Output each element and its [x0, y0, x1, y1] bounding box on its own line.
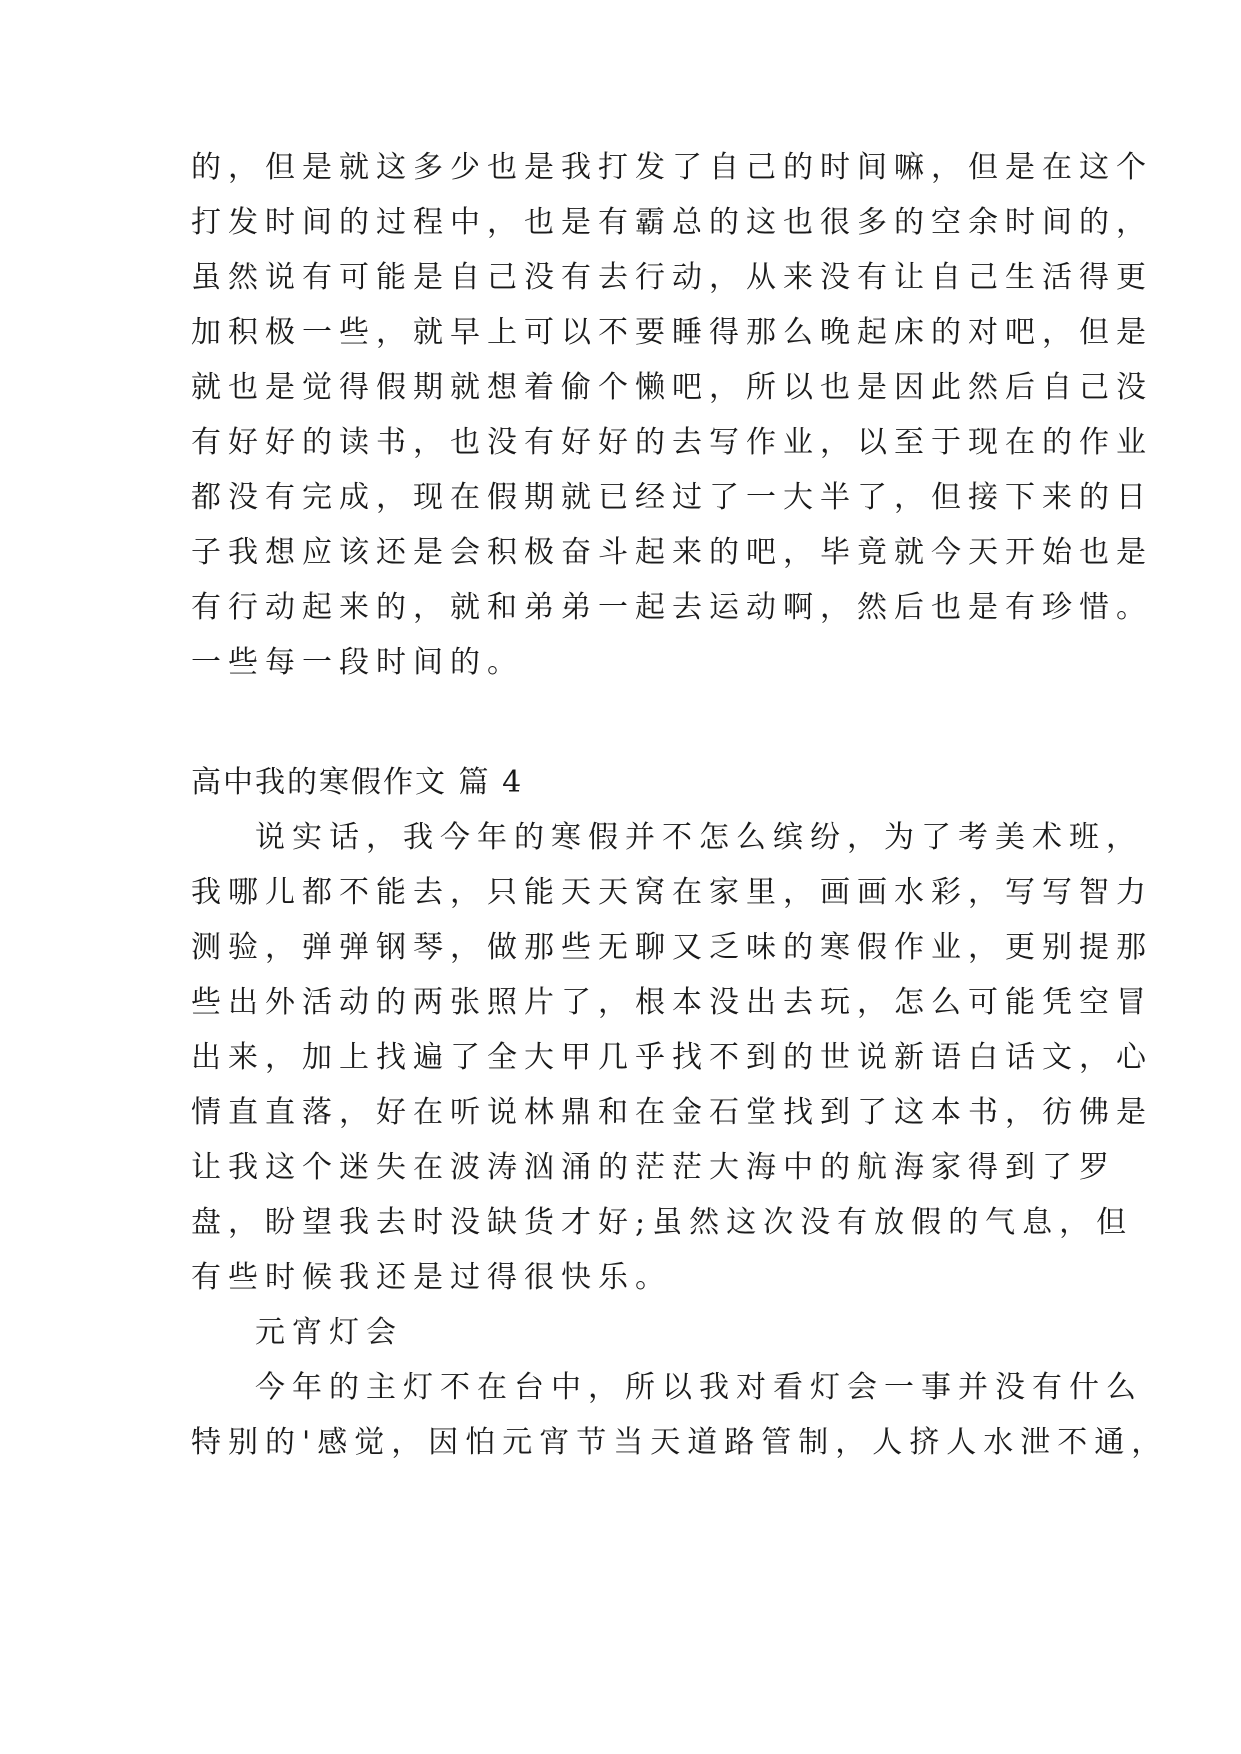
text-line: 些出外活动的两张照片了，根本没出去玩，怎么可能凭空冒 — [191, 985, 1153, 1020]
text-line: 有行动起来的，就和弟弟一起去运动啊，然后也是有珍惜。 — [191, 590, 1153, 625]
text-line: 打发时间的过程中，也是有霸总的这也很多的空余时间的， — [191, 205, 1153, 240]
text-line: 有好好的读书，也没有好好的去写作业，以至于现在的作业 — [191, 425, 1153, 460]
text-line: 的，但是就这多少也是我打发了自己的时间嘛，但是在这个 — [191, 150, 1153, 185]
text-line: 子我想应该还是会积极奋斗起来的吧，毕竟就今天开始也是 — [191, 535, 1153, 570]
subheading: 元宵灯会 — [255, 1315, 403, 1350]
text-line: 加积极一些，就早上可以不要睡得那么晚起床的对吧，但是 — [191, 315, 1153, 350]
text-line: 一些每一段时间的。 — [191, 645, 524, 680]
text-line: 虽然说有可能是自己没有去行动，从来没有让自己生活得更 — [191, 260, 1153, 295]
text-line: 出来，加上找遍了全大甲几乎找不到的世说新语白话文，心 — [191, 1040, 1153, 1075]
text-line: 说实话，我今年的寒假并不怎么缤纷，为了考美术班， — [255, 820, 1143, 855]
text-line: 有些时候我还是过得很快乐。 — [191, 1260, 672, 1295]
text-line: 特别的'感觉，因怕元宵节当天道路管制，人挤人水泄不通， — [191, 1425, 1169, 1460]
text-line: 今年的主灯不在台中，所以我对看灯会一事并没有什么 — [255, 1370, 1143, 1405]
text-line: 盘，盼望我去时没缺货才好;虽然这次没有放假的气息，但 — [191, 1205, 1134, 1240]
text-line: 测验，弹弹钢琴，做那些无聊又乏味的寒假作业，更别提那 — [191, 930, 1153, 965]
text-line: 情直直落，好在听说林鼎和在金石堂找到了这本书，彷佛是 — [191, 1095, 1153, 1130]
text-line: 我哪儿都不能去，只能天天窝在家里，画画水彩，写写智力 — [191, 875, 1153, 910]
text-line: 让我这个迷失在波涛汹涌的茫茫大海中的航海家得到了罗 — [191, 1150, 1116, 1185]
section-heading: 高中我的寒假作文 篇 4 — [191, 765, 524, 800]
text-line: 都没有完成，现在假期就已经过了一大半了，但接下来的日 — [191, 480, 1153, 515]
text-line: 就也是觉得假期就想着偷个懒吧，所以也是因此然后自己没 — [191, 370, 1153, 405]
